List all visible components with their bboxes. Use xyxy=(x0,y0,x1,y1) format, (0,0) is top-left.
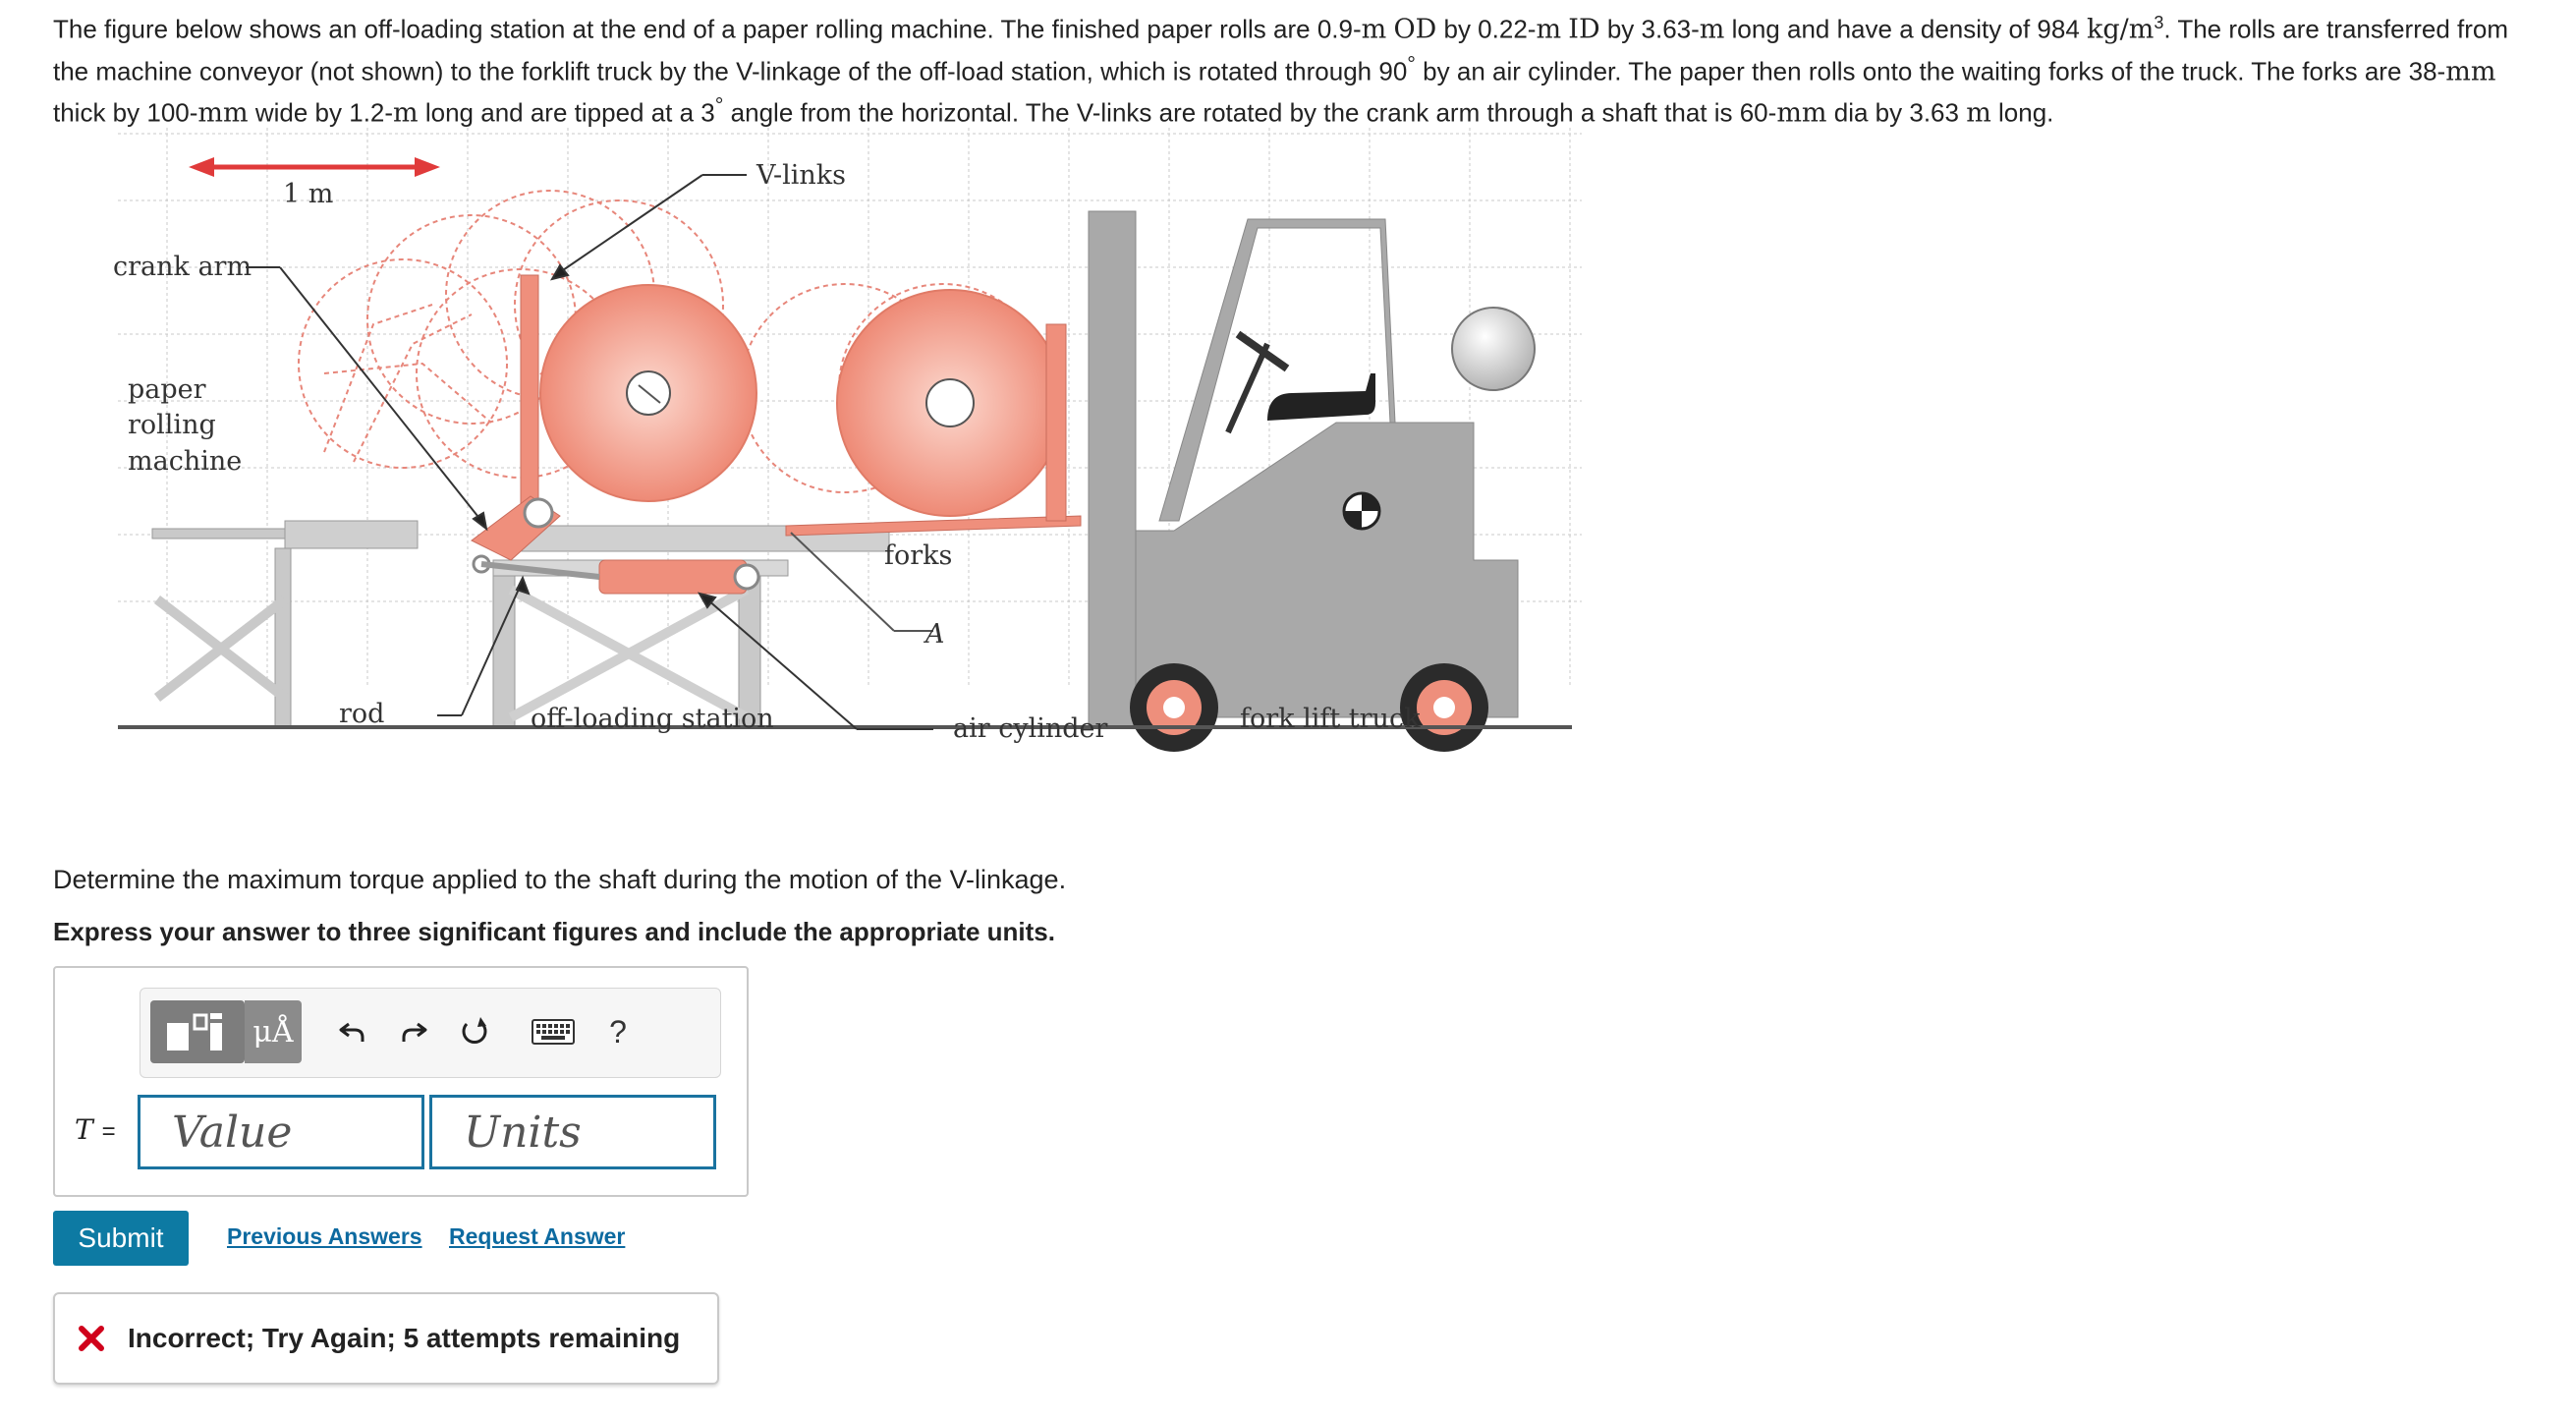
paper-roll-2 xyxy=(837,290,1063,516)
problem-line-3: thick by 100-mm wide by 1.2-m long and are tipped at a 3° angle from the horizontal. The V-links are rotated by the crank arm through a shaft that is 60-mm dia by 3.63 m long. xyxy=(53,92,2054,129)
label-rod: rod xyxy=(339,699,385,729)
units-symbol-button[interactable]: μÅ xyxy=(245,1000,302,1063)
question-text: Determine the maximum torque applied to the shaft during the motion of the V-linkage. xyxy=(53,865,1067,894)
problem-line-2: the machine conveyor (not shown) to the forklift truck by the V-linkage of the off-load station, which is rotated through 90° by an air cylinder. The paper then rolls onto the waiting forks of the truck. The forks are 38-mm xyxy=(53,50,2496,87)
scale-arrow xyxy=(189,157,440,177)
figure-drawing xyxy=(98,128,1601,776)
submit-button[interactable]: Submit xyxy=(53,1211,189,1266)
paper-machine-table xyxy=(152,521,418,727)
torque-variable-label: T = xyxy=(75,1113,116,1146)
reset-button[interactable] xyxy=(451,1000,498,1063)
help-button[interactable]: ? xyxy=(609,1013,627,1050)
offloading-frame xyxy=(493,526,889,727)
label-paper: paper xyxy=(128,374,206,405)
previous-answers-link[interactable]: Previous Answers xyxy=(227,1223,422,1249)
fork-rail xyxy=(786,516,1081,631)
feedback-text: Incorrect; Try Again; 5 attempts remaining xyxy=(128,1323,681,1353)
label-crank-arm: crank arm xyxy=(113,252,252,282)
forklift-truck xyxy=(1046,211,1535,752)
undo-icon xyxy=(337,1016,368,1048)
templates-icon xyxy=(163,1009,232,1054)
request-answer-link[interactable]: Request Answer xyxy=(449,1223,626,1249)
label-machine: machine xyxy=(128,446,243,477)
units-field-box xyxy=(429,1095,716,1169)
label-fork-lift-truck: fork lift truck xyxy=(1240,704,1421,734)
problem-line-1: The figure below shows an off-loading station at the end of a paper rolling machine. The finished paper rolls are 0.9-m OD by 0.22-m ID by 3.63-m long and have a density of 984 $kg/m^3$. The rolls are transferred from xyxy=(53,13,2509,45)
label-vlinks: V-links xyxy=(756,160,847,191)
label-air-cylinder: air cylinder xyxy=(953,713,1108,744)
keyboard-icon xyxy=(532,1019,575,1045)
answer-panel xyxy=(53,966,749,1197)
scale-label: 1 m xyxy=(283,179,334,209)
label-offloading-station: off-loading station xyxy=(531,704,774,734)
label-point-a: A xyxy=(925,619,945,650)
problem-statement xyxy=(53,6,2568,131)
units-input[interactable] xyxy=(432,1098,713,1166)
instruction-text: Express your answer to three significant figures and include the appropriate units. xyxy=(53,917,1055,946)
math-toolbar xyxy=(140,988,721,1078)
keyboard-button[interactable] xyxy=(524,1000,583,1063)
label-rolling: rolling xyxy=(128,410,216,440)
value-input[interactable] xyxy=(140,1098,421,1166)
redo-icon xyxy=(398,1016,429,1048)
undo-button[interactable] xyxy=(329,1000,376,1063)
templates-button[interactable] xyxy=(150,1000,245,1063)
offloading-station-figure xyxy=(98,128,1601,776)
redo-button[interactable] xyxy=(390,1000,437,1063)
x-icon xyxy=(77,1324,106,1353)
label-forks: forks xyxy=(884,540,953,571)
value-field-box xyxy=(138,1095,424,1169)
reset-icon xyxy=(457,1014,492,1050)
paper-roll-1 xyxy=(540,285,756,501)
feedback-box xyxy=(53,1292,719,1385)
